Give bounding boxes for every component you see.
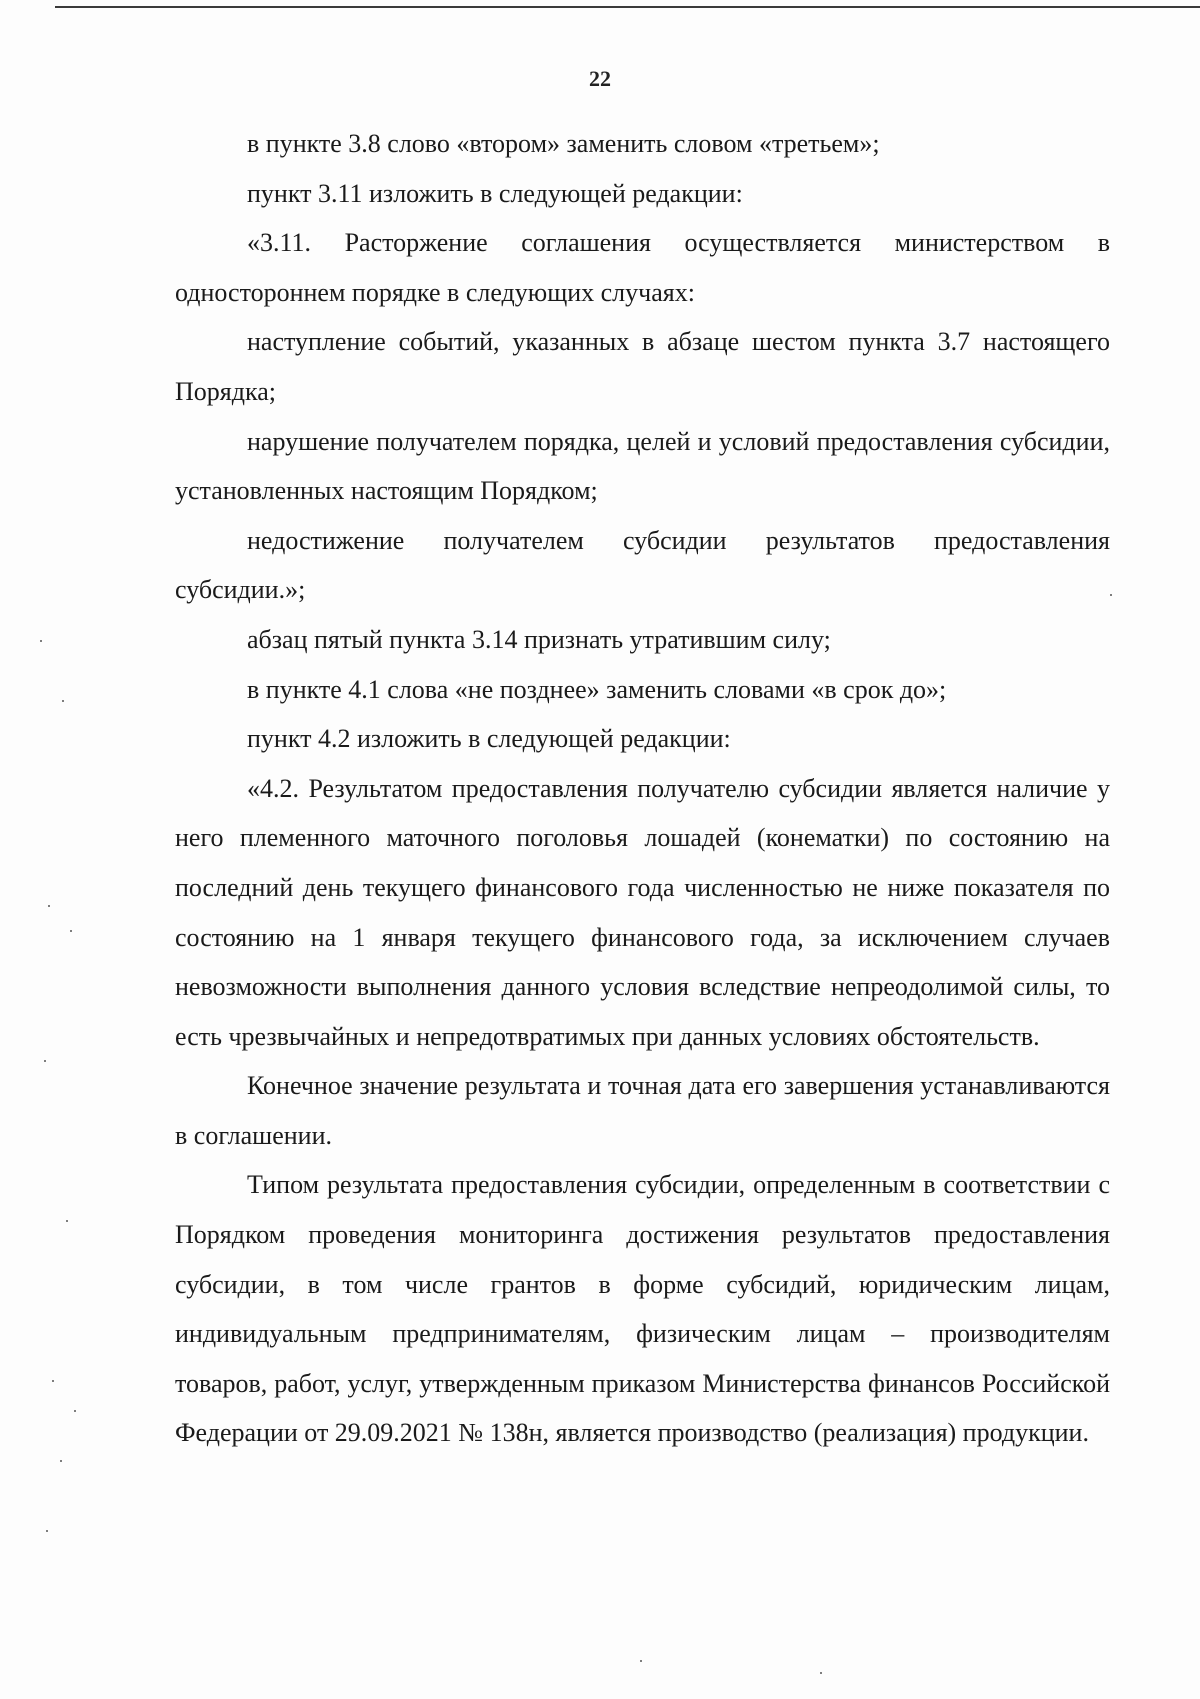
scan-speck bbox=[1110, 594, 1112, 596]
document-body bbox=[175, 119, 1110, 1458]
paragraph-12: Типом результата предоставления субсидии, определенным в соответствии с Порядком проведения мониторинга достижения результатов предоставления субсидии, в том числе грантов в форме субсидий, юридическим лицам, индивидуальным предпринимателям, физическим лицам – производителям товаров, работ, услуг, утвержденным приказом Министерства финансов Российской Федерации от 29.09.2021 № 138н, является производство (реализация) продукции. bbox=[175, 1170, 1110, 1448]
scan-speck bbox=[48, 905, 50, 907]
page-number: 22 bbox=[589, 66, 611, 91]
paragraph-8: в пункте 4.1 слова «не позднее» заменить словами «в срок до»; bbox=[247, 674, 947, 704]
paragraph-10: «4.2. Результатом предоставления получателю субсидии является наличие у него племенного маточного поголовья лошадей (конематки) по состоянию на последний день текущего финансового года численностью не ниже показателя по состоянию на 1 января текущего финансового года, за исключением случаев невозможности выполнения данного условия вследствие непреодолимой силы, то есть чрезвычайных и непредотвратимых при данных условиях обстоятельств. bbox=[175, 773, 1110, 1051]
scan-speck bbox=[70, 930, 72, 932]
scan-speck bbox=[44, 1060, 46, 1062]
scan-speck bbox=[640, 1660, 642, 1662]
paragraph-3: «3.11. Расторжение соглашения осуществляется министерством в одностороннем порядке в следующих случаях: bbox=[175, 228, 1110, 307]
paragraph-9: пункт 4.2 изложить в следующей редакции: bbox=[247, 724, 731, 754]
paragraph-5: нарушение получателем порядка, целей и условий предоставления субсидии, установленных настоящим Порядком; bbox=[175, 426, 1110, 506]
scan-speck bbox=[40, 640, 42, 642]
scan-speck bbox=[52, 1380, 54, 1382]
paragraph-2: пункт 3.11 изложить в следующей редакции: bbox=[247, 178, 743, 208]
scan-speck bbox=[66, 1220, 68, 1222]
scan-speck bbox=[60, 1460, 62, 1462]
paragraph-11: Конечное значение результата и точная дата его завершения устанавливаются в соглашении. bbox=[175, 1071, 1110, 1150]
paragraph-4: наступление событий, указанных в абзаце шестом пункта 3.7 настоящего Порядка; bbox=[175, 327, 1110, 406]
scan-speck bbox=[62, 700, 64, 702]
scan-speck bbox=[820, 1672, 822, 1674]
paragraph-7: абзац пятый пункта 3.14 признать утратившим силу; bbox=[247, 624, 831, 654]
scan-speck bbox=[46, 1530, 48, 1532]
paragraph-1: в пункте 3.8 слово «втором» заменить словом «третьем»; bbox=[247, 129, 880, 158]
top-border-line bbox=[55, 6, 1200, 8]
paragraph-6: недостижение получателем субсидии результатов предоставления субсидии.»; bbox=[175, 525, 1110, 605]
scan-speck bbox=[74, 1410, 76, 1412]
